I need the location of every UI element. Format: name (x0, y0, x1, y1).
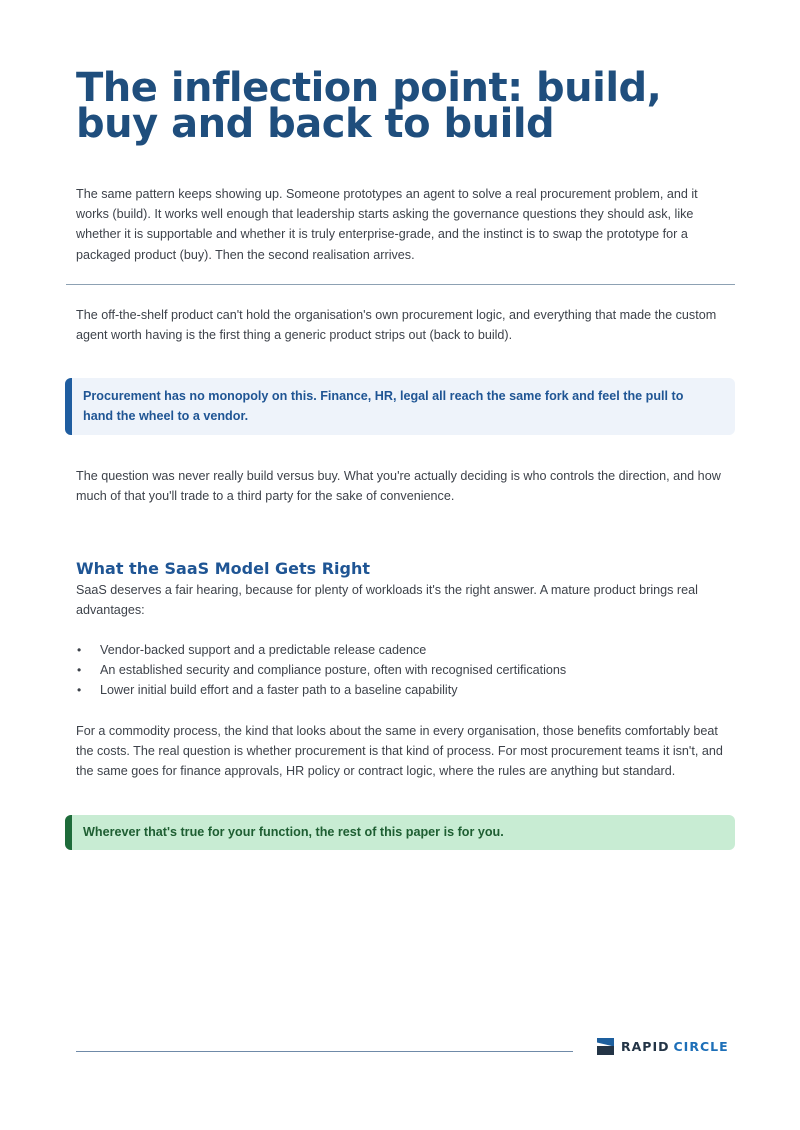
logo-word-circle: CIRCLE (673, 1038, 729, 1054)
callout-function (65, 815, 735, 850)
section-heading: What the SaaS Model Gets Right (76, 559, 371, 578)
question-paragraph: The question was never really build versus buy. What you're actually deciding is who controls the direction, and how much of that you'll trade to a third party for the sake of convenience. (76, 469, 721, 504)
list-item-text: Lower initial build effort and a faster path to a baseline capability (100, 683, 458, 698)
page-title: The inflection point: build, buy and back to build (76, 65, 662, 147)
bullet-icon: • (77, 683, 82, 698)
bullet-icon: • (77, 663, 82, 678)
intro-paragraph: The same pattern keeps showing up. Someone prototypes an agent to solve a real procurement problem, and it works (build). It works well enough that leadership starts asking the governance questions they should ask, like whether it is supportable and whether it is truly enterprise-grade, and the instinct is to swap the prototype for a packaged product (buy). Then the second realisation arrives. (76, 187, 698, 262)
commodity-paragraph: For a commodity process, the kind that looks about the same in every organisation, those benefits comfortably beat the costs. The real question is whether procurement is that kind of process. For most procurement teams it isn't, and the same goes for finance approvals, HR policy or contract logic, where the rules are anything but standard. (76, 724, 723, 779)
bullet-icon: • (77, 643, 82, 657)
footer-divider (76, 1051, 573, 1052)
rapid-circle-logo (597, 1036, 729, 1056)
callout-procurement (65, 378, 735, 435)
callout-procurement-text: Procurement has no monopoly on this. Finance, HR, legal all reach the same fork and feel the pull to hand the wheel to a vendor. (83, 389, 684, 424)
callout-accent-bar (65, 378, 72, 435)
callout-accent-bar (65, 815, 72, 850)
saas-intro-paragraph: SaaS deserves a fair hearing, because for plenty of workloads it's the right answer. A mature product brings real advantages: (76, 583, 698, 618)
list-item-text: An established security and compliance posture, often with recognised certifications (100, 663, 567, 678)
logo-wordmark (621, 1039, 729, 1054)
off-the-shelf-paragraph: The off-the-shelf product can't hold the organisation's own procurement logic, and everything that made the custom agent worth having is the first thing a generic product strips out (back to build). (76, 308, 717, 343)
section-divider (66, 284, 735, 285)
list-item (76, 640, 726, 660)
logo-word-rapid: RAPID (621, 1038, 670, 1054)
list-item (76, 660, 726, 680)
logo-mark-icon (597, 1038, 614, 1055)
advantages-list (76, 640, 726, 701)
list-item (76, 680, 726, 700)
callout-function-text: Wherever that's true for your function, the rest of this paper is for you. (83, 825, 504, 839)
list-item-text: Vendor-backed support and a predictable release cadence (100, 643, 427, 657)
